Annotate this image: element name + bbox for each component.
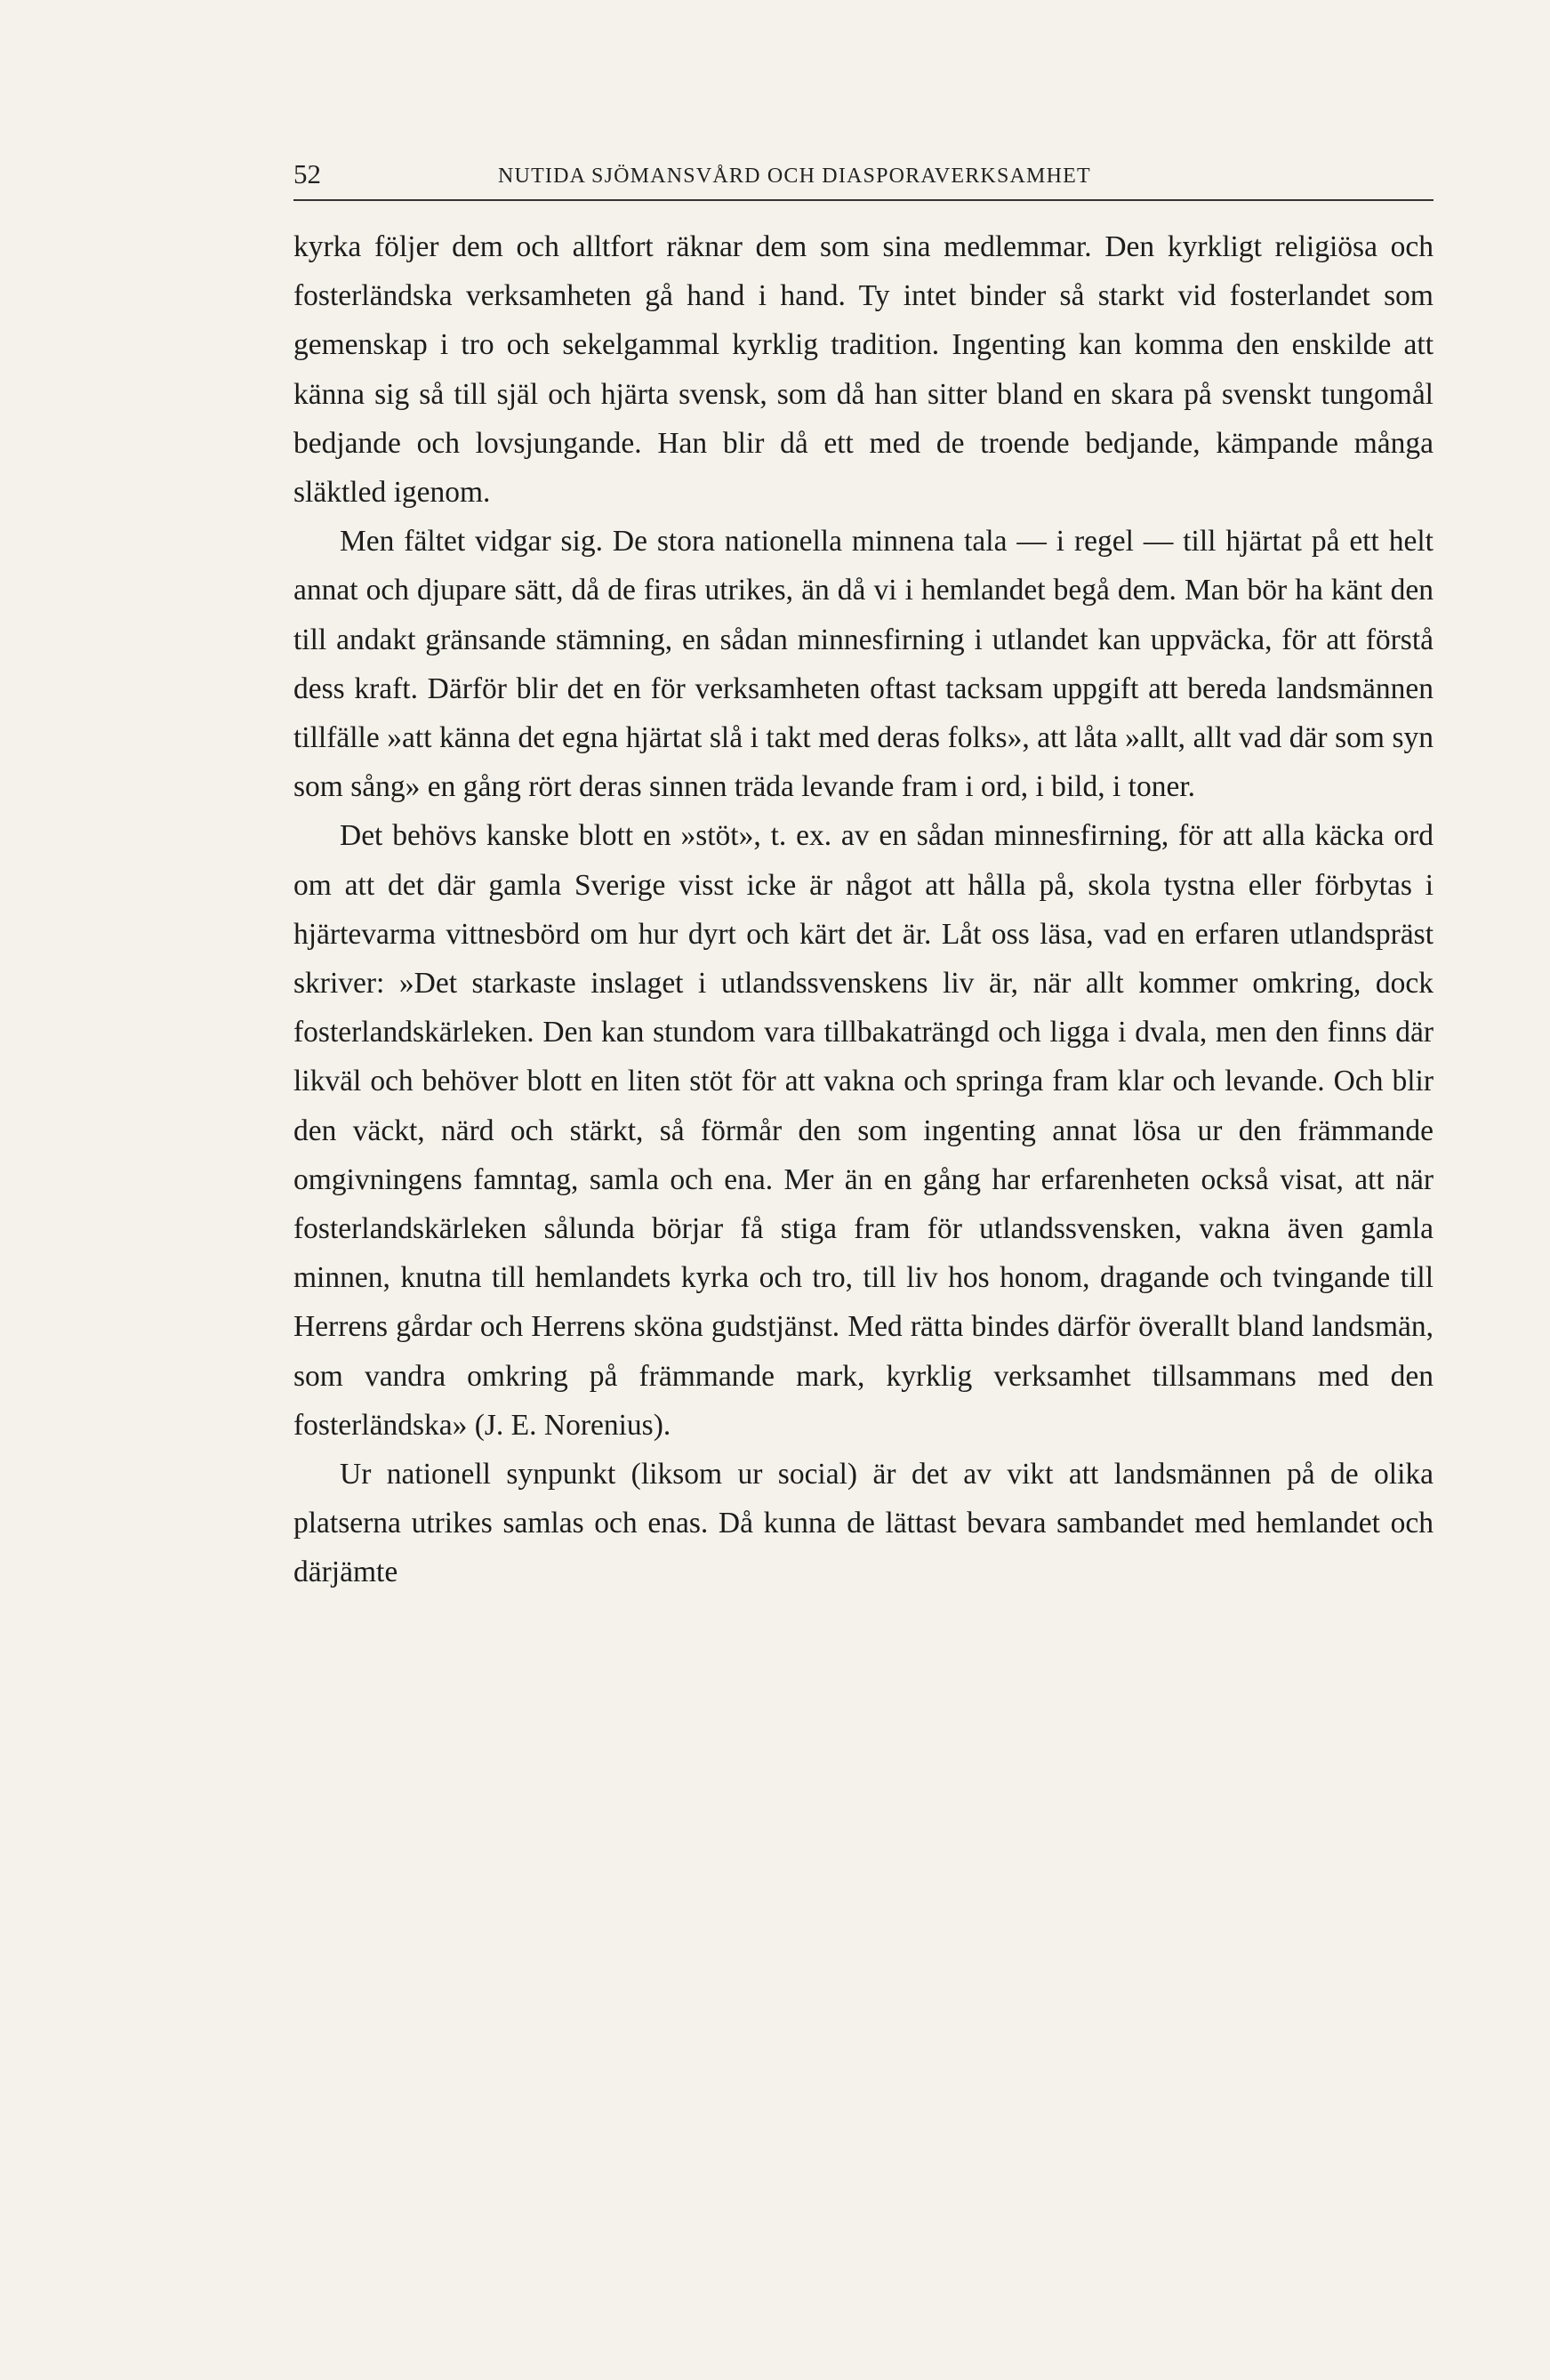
paragraph: Men fältet vidgar sig. De stora nationella minnena tala — i regel — till hjärtat på ett helt annat och djupare sätt, då de firas utrikes, än då vi i hemlandet begå dem. Man bör ha känt den till andakt gränsande stämning, en sådan minnesfirning i utlandet kan uppväcka, för att förstå dess kraft. Därför blir det en för verksamheten oftast tacksam uppgift att bereda landsmännen tillfälle »att känna det egna hjärtat slå i takt med deras folks», att låta »allt, allt vad där som syn som sång» en gång rört deras sinnen träda levande fram i ord, i bild, i toner. [293, 525, 1434, 804]
page-number: 52 [293, 158, 321, 189]
paragraph: Det behövs kanske blott en »stöt», t. ex. av en sådan minnesfirning, för att alla käcka ord om att det där gamla Sverige visst icke är något att hålla på, skola tystna eller förbytas i hjärtevarma vittnesbörd om hur dyrt och kärt det är. Låt oss läsa, vad en erfaren utlandspräst skriver: »Det starkaste inslaget i utlandssvenskens liv är, när allt kommer omkring, dock fosterlandskärleken. Den kan stundom vara tillbakaträngd och ligga i dvala, men den finns där likväl och behöver blott en liten stöt för att vakna och springa fram klar och levande. Och blir den väckt, närd och stärkt, så förmår den som ingenting annat lösa ur den främmande omgivningens famntag, samla och ena. Mer än en gång har erfarenheten också visat, att när fosterlandskärleken sålunda börjar få stiga fram för utlandssvensken, vakna även gamla minnen, knutna till hemlandets kyrka och tro, till liv hos honom, dragande och tvingande till Herrens gårdar och Herrens sköna gudstjänst. Med rätta bindes därför överallt bland landsmän, som vandra omkring på främmande mark, kyrklig verksamhet tillsammans med den fosterländska» (J. E. Norenius). [293, 819, 1434, 1442]
body-text [293, 222, 1434, 1597]
page-header [293, 157, 1434, 192]
paragraph: Ur nationell synpunkt (liksom ur social) är det av vikt att landsmännen på de olika platserna utrikes samlas och enas. Då kunna de lättast bevara sambandet med hemlandet och därjämte [293, 1458, 1434, 1589]
header-rule [293, 199, 1434, 201]
running-head: NUTIDA SJÖMANSVÅRD OCH DIASPORAVERKSAMHET [498, 165, 1091, 188]
paragraph: kyrka följer dem och alltfort räknar dem som sina medlemmar. Den kyrkligt religiösa och fosterländska verksamheten gå hand i hand. Ty intet binder så starkt vid fosterlandet som gemenskap i tro och sekelgammal kyrklig tradition. Ingenting kan komma den enskilde att känna sig så till själ och hjärta svensk, som då han sitter bland en skara på svenskt tungomål bedjande och lovsjungande. Han blir då ett med de troende bedjande, kämpande många släktled igenom. [293, 230, 1434, 510]
